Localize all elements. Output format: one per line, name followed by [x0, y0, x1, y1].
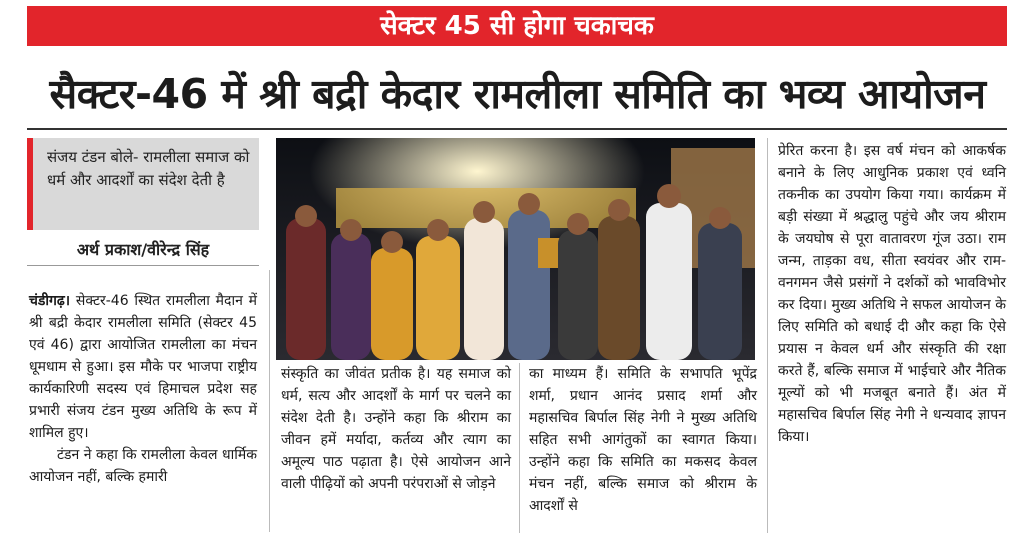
column-1-paragraph-1: सेक्टर-46 स्थित रामलीला मैदान में श्री बद्री केदार रामलीला समिति (सेक्टर 45 एवं 46) द्वारा आयोजित रामलीला का मंचन धूमधाम से हुआ। इस मौके पर भाजपा राष्ट्रीय कार्यकारिणी सदस्य एवं हिमाचल प्रदेश सह प्रभारी संजय टंडन मुख्य अतिथि के रूप में शामिल हुए।	[29, 293, 258, 441]
headline-rule	[27, 128, 1007, 130]
column-divider	[519, 363, 520, 533]
article-column-2	[281, 363, 511, 495]
column-1-paragraph-2: टंडन ने कहा कि रामलीला केवल धार्मिक आयोजन नहीं, बल्कि हमारी	[29, 447, 257, 485]
event-photo	[276, 138, 755, 360]
subheadline: संजय टंडन बोले- रामलीला समाज को धर्म और आदर्शों का संदेश देती है	[27, 138, 259, 230]
dateline: चंडीगढ़।	[29, 293, 71, 309]
column-4-text: प्रेरित करना है। इस वर्ष मंचन को आकर्षक बनाने के लिए आधुनिक प्रकाश एवं ध्वनि तकनीक का उपयोग किया गया। कार्यक्रम में बड़ी संख्या में श्रद्धालु पहुंचे और जय श्रीराम के जयघोष से पूरा वातावरण गूंज उठा। राम जन्म, ताड़का वध, सीता स्वयंवर और राम-वनगमन जैसे प्रसंगों ने दर्शकों को भावविभोर कर दिया। मुख्य अतिथि ने सफल आयोजन के लिए समिति को बधाई दी और कहा कि ऐसे प्रयास न केवल धर्म और संस्कृति की रक्षा करते हैं, बल्कि समाज में भाईचारे और नैतिक मूल्यों को भी मजबूत बनाते हैं। अंत में महासचिव बिर्पाल सिंह नेगी ने धन्यवाद ज्ञापन किया।	[778, 143, 1006, 445]
column-3-text: का माध्यम हैं। समिति के सभापति भूपेंद्र शर्मा, प्रधान आनंद प्रसाद शर्मा और महासचिव बिर्पाल सिंह नेगी ने मुख्य अतिथि सहित सभी आगंतुकों का स्वागत किया। उन्होंने कहा कि समिति का मकसद केवल मंचन नहीं, बल्कि समाज को श्रीराम के आदर्शों से	[529, 366, 757, 514]
byline-rule	[27, 265, 259, 266]
byline: अर्थ प्रकाश/वीरेन्द्र सिंह	[76, 240, 210, 259]
column-2-text: संस्कृति का जीवंत प्रतीक है। यह समाज को धर्म, सत्य और आदर्शों के मार्ग पर चलने का संदेश देती है। उन्होंने कहा कि श्रीराम का जीवन हमें मर्यादा, कर्तव्य और त्याग का अमूल्य पाठ पढ़ाता है। ऐसे आयोजन आने वाली पीढ़ियों को अपनी परंपराओं से जोड़ने	[281, 366, 511, 492]
article-column-3	[529, 363, 757, 517]
column-divider	[269, 270, 270, 532]
article-column-1	[29, 290, 257, 488]
column-divider	[767, 138, 768, 533]
article-column-4	[778, 140, 1006, 448]
headline: सैक्टर-46 में श्री बद्री केदार रामलीला समिति का भव्य आयोजन	[49, 70, 986, 118]
kicker-banner: सेक्टर 45 सी होगा चकाचक	[27, 6, 1007, 46]
